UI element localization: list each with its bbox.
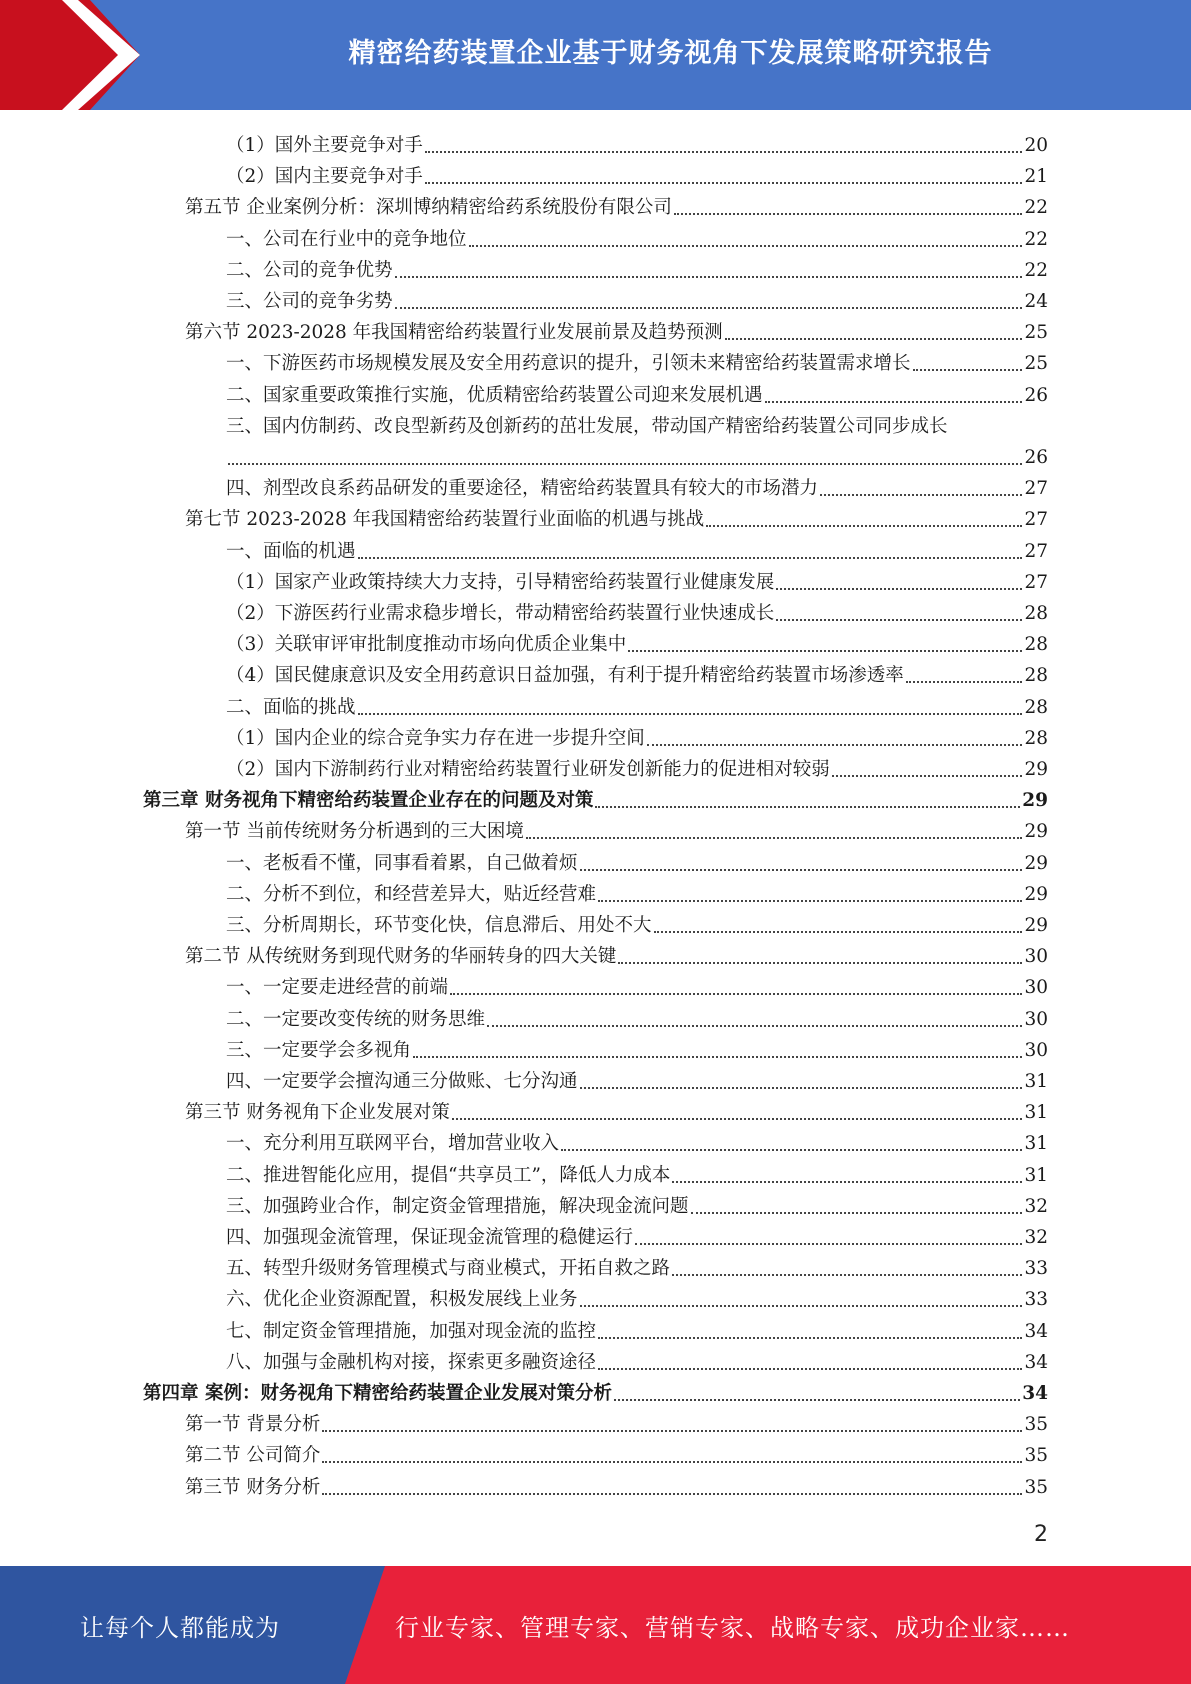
toc-entry[interactable]	[185, 1438, 1048, 1468]
toc-leader-dots	[358, 689, 1023, 715]
toc-entry[interactable]	[226, 721, 1048, 751]
toc-entry-label: 一、下游医药市场规模发展及安全用药意识的提升，引领未来精密给药装置需求增长	[226, 353, 911, 375]
toc-entry-label: 一、公司在行业中的竞争地位	[226, 228, 467, 250]
toc-entry[interactable]	[226, 690, 1048, 720]
toc-leader-dots	[598, 1313, 1022, 1339]
toc-entry-page: 33	[1024, 1289, 1048, 1311]
toc-entry[interactable]	[226, 1251, 1048, 1281]
toc-entry-label: 第三章 财务视角下精密给药装置企业存在的问题及对策	[143, 790, 594, 812]
toc-entry-label: 第四章 案例：财务视角下精密给药装置企业发展对策分析	[143, 1383, 612, 1404]
toc-entry-label: （2）国内主要竞争对手	[226, 166, 423, 188]
toc-entry[interactable]	[226, 908, 1048, 938]
toc-entry-label: （1）国外主要竞争对手	[226, 135, 423, 156]
toc-entry-page: 25	[1024, 322, 1048, 344]
toc-leader-dots	[598, 1344, 1022, 1370]
toc-entry[interactable]	[185, 190, 1048, 220]
toc-entry[interactable]	[185, 315, 1048, 345]
toc-entry[interactable]	[226, 534, 1048, 564]
toc-entry-page: 30	[1024, 946, 1048, 968]
toc-entry-label: 一、一定要走进经营的前端	[226, 977, 449, 999]
toc-entry[interactable]	[226, 658, 1048, 688]
toc-entry[interactable]	[226, 627, 1048, 657]
toc-entry-page: 21	[1024, 166, 1048, 188]
toc-leader-dots	[598, 876, 1022, 902]
toc-entry-page: 29	[1024, 759, 1048, 780]
page-footer	[0, 1566, 1191, 1684]
toc-entry-page: 25	[1024, 353, 1048, 375]
toc-entry-label: （1）国内企业的综合竞争实力存在进一步提升空间	[226, 727, 645, 749]
toc-entry-page: 28	[1024, 603, 1048, 624]
toc-leader-dots	[706, 501, 1022, 527]
toc-leader-dots	[526, 813, 1023, 839]
toc-entry[interactable]	[226, 1158, 1048, 1188]
toc-entry[interactable]	[226, 970, 1048, 1000]
toc-entry-page: 27	[1024, 540, 1048, 562]
toc-entry-page: 28	[1024, 665, 1048, 687]
toc-entry[interactable]	[226, 1314, 1048, 1344]
toc-entry[interactable]	[226, 159, 1048, 189]
toc-leader-dots	[358, 533, 1023, 559]
toc-leader-dots	[654, 907, 1023, 933]
toc-entry-label: （4）国民健康意识及安全用药意识日益加强，有利于提升精密给药装置市场渗透率	[226, 665, 904, 687]
toc-entry-label: 三、公司的竞争劣势	[226, 291, 393, 312]
toc-entry-page: 30	[1024, 1008, 1048, 1030]
toc-leader-dots	[618, 938, 1022, 964]
toc-entry-page: 22	[1024, 197, 1048, 219]
toc-entry-page: 30	[1024, 977, 1048, 999]
footer-slogan-left: 让每个人都能成为	[80, 1613, 280, 1642]
toc-entry[interactable]	[185, 502, 1048, 532]
toc-entry-page: 22	[1024, 228, 1048, 250]
toc-entry[interactable]	[226, 1189, 1048, 1219]
toc-entry-label: （2）国内下游制药行业对精密给药装置行业研发创新能力的促进相对较弱	[226, 759, 830, 780]
toc-entry-page: 32	[1024, 1227, 1048, 1248]
toc-leader-dots	[322, 1469, 1022, 1495]
toc-leader-dots	[450, 969, 1022, 995]
toc-leader-dots	[906, 657, 1023, 683]
toc-leader-dots	[614, 1375, 1020, 1401]
toc-entry-page: 26	[1024, 384, 1048, 406]
toc-entry-label: 第三节 财务视角下企业发展对策	[185, 1102, 450, 1124]
toc-entry-label: 第三节 财务分析	[185, 1476, 321, 1498]
toc-entry[interactable]	[226, 1282, 1048, 1312]
toc-entry-page: 33	[1024, 1258, 1048, 1280]
toc-entry-label: 七、制定资金管理措施，加强对现金流的监控	[226, 1320, 597, 1342]
toc-entry-page: 22	[1024, 259, 1048, 281]
toc-leader-dots	[674, 189, 1023, 215]
toc-entry-label: 四、一定要学会擅沟通三分做账、七分沟通	[226, 1071, 578, 1092]
toc-entry[interactable]	[226, 1064, 1048, 1094]
toc-entry[interactable]	[143, 783, 1048, 813]
toc-entry-page: 32	[1024, 1195, 1048, 1217]
toc-entry-page: 34	[1022, 1383, 1048, 1404]
toc-entry-page: 29	[1022, 790, 1048, 812]
toc-entry-label: 第一节 背景分析	[185, 1414, 321, 1436]
toc-entry-label: 第六节 2023-2028 年我国精密给药装置行业发展前景及趋势预测	[185, 322, 723, 344]
toc-leader-dots	[413, 1032, 1022, 1058]
toc-entry-page: 30	[1024, 1039, 1048, 1061]
toc-entry-page: 26	[1024, 447, 1048, 468]
toc-entry-label: 一、老板看不懂，同事看着累，自己做着烦	[226, 852, 578, 874]
toc-entry-page: 29	[1024, 883, 1048, 905]
toc-entry-page: 24	[1024, 291, 1048, 312]
toc-entry-page: 29	[1024, 915, 1048, 936]
toc-entry-label: 二、国家重要政策推行实施，优质精密给药装置公司迎来发展机遇	[226, 384, 763, 406]
toc-entry-label: 一、充分利用互联网平台，增加营业收入	[226, 1133, 560, 1155]
toc-entry-label: 二、面临的挑战	[226, 696, 356, 718]
toc-entry[interactable]	[226, 284, 1048, 314]
toc-entry-page: 31	[1024, 1164, 1048, 1186]
toc-leader-dots	[425, 127, 1023, 153]
toc-entry[interactable]	[226, 222, 1048, 252]
toc-entry-label: 二、一定要改变传统的财务思维	[226, 1008, 486, 1030]
toc-leader-dots	[469, 221, 1023, 247]
toc-entry-page: 29	[1024, 852, 1048, 874]
toc-leader-dots	[647, 720, 1023, 746]
toc-entry-label: 第一节 当前传统财务分析遇到的三大困境	[185, 821, 524, 843]
toc-entry-label: （3）关联审评审批制度推动市场向优质企业集中	[226, 634, 627, 656]
toc-entry-page: 20	[1024, 135, 1048, 156]
toc-entry[interactable]	[185, 939, 1048, 969]
toc-entry-label: 第七节 2023-2028 年我国精密给药装置行业面临的机遇与挑战	[185, 509, 705, 531]
toc-entry[interactable]	[226, 877, 1048, 907]
toc-entry-label: 第二节 公司简介	[185, 1445, 321, 1467]
footer-slogan-right: 行业专家、管理专家、营销专家、战略专家、成功企业家……	[395, 1613, 1070, 1642]
toc-entry-label: 二、推进智能化应用，提倡“共享员工”，降低人力成本	[226, 1164, 671, 1186]
toc-entry-page: 35	[1024, 1476, 1048, 1498]
toc-entry[interactable]	[185, 1407, 1048, 1437]
toc-entry-page: 27	[1024, 478, 1048, 500]
toc-entry-label: 五、转型升级财务管理模式与商业模式，开拓自救之路	[226, 1258, 671, 1280]
toc-entry-page: 35	[1024, 1445, 1048, 1467]
toc-entry[interactable]	[226, 596, 1048, 626]
header-title: 精密给药装置企业基于财务视角下发展策略研究报告	[348, 37, 993, 69]
toc-entry-page: 27	[1024, 571, 1048, 593]
toc-entry[interactable]	[226, 471, 1048, 501]
toc-entry-page: 31	[1024, 1133, 1048, 1155]
toc-entry-page: 28	[1024, 727, 1048, 749]
toc-leader-dots	[765, 377, 1023, 403]
toc-entry-page: 34	[1024, 1351, 1048, 1373]
toc-leader-dots	[913, 345, 1023, 371]
toc-leader-dots	[672, 1250, 1022, 1276]
toc-leader-dots	[580, 1063, 1023, 1089]
header-arrow-decoration	[0, 0, 150, 110]
toc-entry-label: 四、加强现金流管理，保证现金流管理的稳健运行	[226, 1227, 634, 1248]
toc-entry-page: 35	[1024, 1414, 1048, 1436]
toc-entry[interactable]	[226, 1345, 1048, 1375]
toc-entry-label: 三、加强跨业合作，制定资金管理措施，解决现金流问题	[226, 1195, 689, 1217]
toc-entry-label: 三、一定要学会多视角	[226, 1039, 412, 1061]
toc-entry-page: 28	[1024, 696, 1048, 718]
toc-entry[interactable]	[226, 1002, 1048, 1032]
toc-entry[interactable]	[226, 253, 1048, 283]
toc-entry[interactable]	[226, 409, 1048, 439]
toc-leader-dots	[425, 158, 1023, 184]
toc-entry-label: 第五节 企业案例分析：深圳博纳精密给药系统股份有限公司	[185, 197, 672, 219]
toc-entry-page: 34	[1024, 1320, 1048, 1342]
toc-entry[interactable]	[226, 346, 1048, 376]
toc-entry[interactable]	[226, 846, 1048, 876]
toc-leader-dots	[487, 1001, 1022, 1027]
page-header	[0, 0, 1191, 110]
toc-entry-page: 27	[1024, 509, 1048, 531]
toc-entry-label: 二、分析不到位，和经营差异大，贴近经营难	[226, 883, 597, 905]
toc-entry-label: 八、加强与金融机构对接，探索更多融资途径	[226, 1351, 597, 1373]
toc-entry-label: 三、国内仿制药、改良型新药及创新药的茁壮发展，带动国产精密给药装置公司同步成长	[226, 415, 948, 437]
toc-leader-dots	[452, 1094, 1023, 1120]
page-number: 2	[1034, 1522, 1048, 1547]
toc-leader-dots	[672, 1157, 1022, 1183]
toc-leader-dots	[395, 283, 1023, 309]
toc-leader-dots	[820, 470, 1022, 496]
toc-entry[interactable]	[185, 814, 1048, 844]
toc-leader-dots	[776, 595, 1022, 621]
toc-leader-dots	[580, 1281, 1023, 1307]
toc-entry-page: 31	[1024, 1071, 1048, 1092]
toc-entry-label: 一、面临的机遇	[226, 540, 356, 562]
toc-entry[interactable]	[185, 1470, 1048, 1500]
toc-entry[interactable]	[226, 440, 1048, 470]
toc-leader-dots	[595, 782, 1020, 808]
toc-entry[interactable]	[226, 1220, 1048, 1250]
toc-entry[interactable]	[143, 1376, 1048, 1406]
toc-leader-dots	[725, 314, 1023, 340]
toc-entry[interactable]	[226, 128, 1048, 158]
toc-leader-dots	[395, 252, 1023, 278]
toc-leader-dots	[776, 564, 1022, 590]
toc-entry-label: 六、优化企业资源配置，积极发展线上业务	[226, 1289, 578, 1311]
toc-entry[interactable]	[185, 1095, 1048, 1125]
toc-entry-label: 二、公司的竞争优势	[226, 259, 393, 281]
toc-entry-label: （2）下游医药行业需求稳步增长，带动精密给药装置行业快速成长	[226, 603, 775, 624]
toc-entry-page: 29	[1024, 821, 1048, 843]
toc-entry[interactable]	[226, 1033, 1048, 1063]
toc-entry-page: 28	[1024, 634, 1048, 656]
toc-entry-label: 四、剂型改良系药品研发的重要途径，精密给药装置具有较大的市场潜力	[226, 478, 819, 500]
toc-entry[interactable]	[226, 752, 1048, 782]
toc-entry-label: 三、分析周期长，环节变化快，信息滞后、用处不大	[226, 915, 652, 936]
toc-leader-dots	[635, 1219, 1022, 1245]
toc-entry[interactable]	[226, 1126, 1048, 1156]
toc-leader-dots	[580, 845, 1023, 871]
toc-leader-dots	[228, 439, 1022, 465]
toc-entry-page: 31	[1024, 1102, 1048, 1124]
toc-leader-dots	[628, 626, 1022, 652]
toc-entry-label: （1）国家产业政策持续大力支持，引导精密给药装置行业健康发展	[226, 571, 775, 593]
toc-entry[interactable]	[226, 378, 1048, 408]
toc-leader-dots	[691, 1188, 1023, 1214]
toc-entry[interactable]	[226, 565, 1048, 595]
toc-leader-dots	[322, 1437, 1022, 1463]
toc-leader-dots	[322, 1406, 1022, 1432]
toc-leader-dots	[561, 1125, 1022, 1151]
toc-leader-dots	[832, 751, 1023, 777]
toc-entry-label: 第二节 从传统财务到现代财务的华丽转身的四大关键	[185, 946, 617, 968]
